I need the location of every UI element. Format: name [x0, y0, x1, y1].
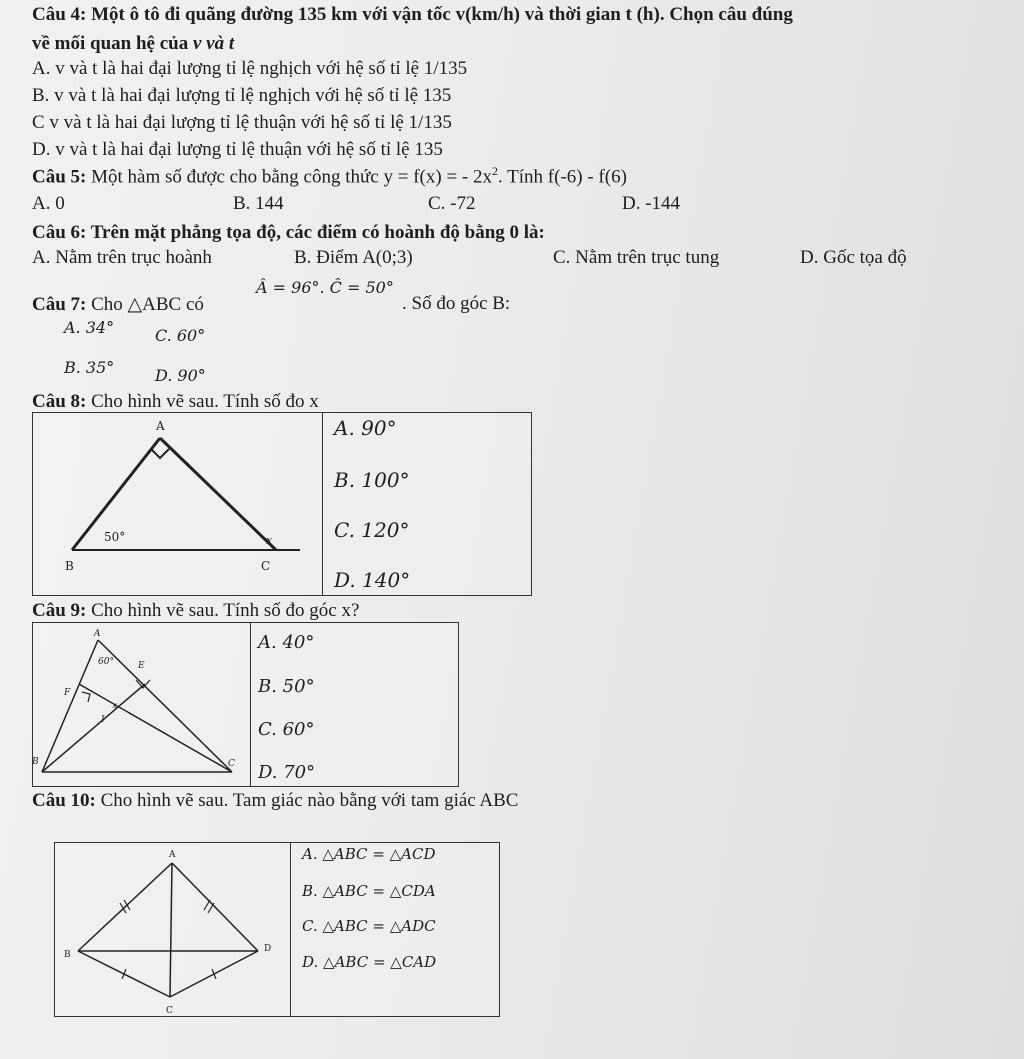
q7-title: Câu 7: — [32, 294, 87, 315]
q10-option-a: A. △ABC = △ACD — [302, 845, 436, 863]
q8-option-a: A. 90° — [334, 416, 397, 440]
q6-title: Câu 6: Trên mặt phẳng tọa độ, các điểm có hoành độ bằng 0 là: — [32, 222, 545, 243]
q9-option-a: A. 40° — [258, 632, 315, 653]
q4-line2 — [32, 33, 234, 55]
q9-right-angle-f — [82, 692, 90, 702]
q10-option-c: C. △ABC = △ADC — [302, 917, 436, 935]
q9-option-c: C. 60° — [258, 719, 315, 740]
q6-option-a: A. Nằm trên trục hoành — [32, 247, 212, 268]
q4-option-d: D. v và t là hai đại lượng tỉ lệ thuận với hệ số tỉ lệ 135 — [32, 139, 443, 160]
q9-label-i: I — [101, 715, 105, 725]
q8-stem — [32, 391, 319, 413]
q9-label-b: B — [32, 757, 39, 767]
q10-divider — [290, 842, 291, 1016]
q8-divider — [322, 412, 323, 595]
q9-figure — [32, 622, 250, 782]
q9-triangle — [42, 640, 232, 772]
q8-label-a: A — [156, 419, 165, 433]
q7-formula: Â = 96°. Ĉ = 50° — [256, 278, 394, 297]
q6-option-b: B. Điểm A(0;3) — [294, 247, 413, 268]
q9-stem-text: Cho hình vẽ sau. Tính số đo góc x? — [86, 600, 360, 621]
q5-stem-b: . Tính f(-6) - f(6) — [497, 166, 627, 188]
q9-x-label: x — [112, 701, 118, 711]
q8-angle-label: 50° — [104, 530, 126, 544]
q9-option-d: D. 70° — [258, 762, 316, 783]
q10-stem-text: Cho hình vẽ sau. Tam giác nào bằng với tam giác ABC — [95, 790, 519, 811]
q10-label-d: D — [264, 944, 272, 954]
q7-stem — [32, 293, 204, 316]
q8-title: Câu 8: — [32, 391, 87, 412]
q4-option-a: A. v và t là hai đại lượng tỉ lệ nghịch với hệ số tỉ lệ 1/135 — [32, 58, 468, 79]
q5-option-b: B. 144 — [233, 193, 284, 214]
q8-option-b: B. 100° — [334, 468, 410, 492]
q8-option-d: D. 140° — [334, 568, 411, 592]
q10-title: Câu 10: — [32, 790, 96, 811]
q8-label-c: C — [261, 559, 271, 573]
q4-option-b: B. v và t là hai đại lượng tỉ lệ nghịch với hệ số tỉ lệ 135 — [32, 85, 452, 106]
q5-option-a: A. 0 — [32, 193, 65, 214]
q6-option-c: C. Nằm trên trục tung — [553, 247, 720, 268]
q10-figure — [56, 843, 290, 1015]
q7-option-c: C. 60° — [155, 326, 206, 345]
q10-option-d: D. △ABC = △CAD — [302, 953, 437, 971]
q9-altitude-be — [42, 684, 145, 772]
q9-label-a: A — [94, 629, 101, 639]
q9-label-e: E — [138, 661, 145, 671]
q8-option-c: C. 120° — [334, 518, 410, 542]
q5-stem — [32, 164, 627, 188]
q4-stem-2a: về mối quan hệ của — [32, 33, 193, 54]
q7-option-a: A. 34° — [64, 318, 115, 337]
q10-option-b: B. △ABC = △CDA — [302, 882, 436, 900]
q10-label-b: B — [64, 950, 71, 960]
q9-title: Câu 9: — [32, 600, 87, 621]
q4-line1 — [32, 4, 793, 26]
q7-option-d: D. 90° — [155, 366, 206, 385]
q8-x-label: x — [266, 534, 273, 547]
q9-divider — [250, 622, 251, 786]
q10-label-a: A — [169, 850, 176, 860]
q8-stem-text: Cho hình vẽ sau. Tính số đo x — [86, 391, 319, 412]
q10-quadrilateral — [78, 863, 258, 997]
q10-stem — [32, 790, 518, 812]
q4-title: Câu 4: — [32, 4, 87, 25]
q8-figure — [32, 412, 322, 592]
q4-stem-1: Một ô tô đi quãng đường 135 km với vận tốc v(km/h) và thời gian t (h). Chọn câu đúng — [91, 4, 793, 25]
q7-stem-b: . Số đo góc B: — [402, 293, 511, 314]
q7-stem-a: Cho △ABC có — [86, 294, 204, 315]
q9-label-c: C — [228, 759, 235, 769]
q8-right-angle-mark — [151, 449, 169, 458]
q5-exponent: 2 — [491, 164, 498, 178]
q5-option-d: D. -144 — [622, 193, 681, 214]
q9-label-f: F — [64, 688, 71, 698]
q4-stem-2b: v và t — [193, 33, 235, 54]
q7-option-b: B. 35° — [64, 358, 115, 377]
q9-angle-label: 60° — [98, 657, 114, 667]
q4-option-c: C v và t là hai đại lượng tỉ lệ thuận với hệ số tỉ lệ 1/135 — [32, 112, 452, 133]
q10-label-c: C — [166, 1006, 173, 1016]
q9-option-b: B. 50° — [258, 676, 315, 697]
q9-stem — [32, 600, 359, 622]
q8-label-b: B — [65, 559, 74, 573]
q5-title: Câu 5: — [32, 166, 87, 188]
q6-option-d: D. Gốc tọa độ — [800, 247, 907, 268]
q5-stem-a: Một hàm số được cho bằng công thức y = f(x) = - 2x — [86, 166, 492, 188]
q5-option-c: C. -72 — [428, 193, 476, 214]
